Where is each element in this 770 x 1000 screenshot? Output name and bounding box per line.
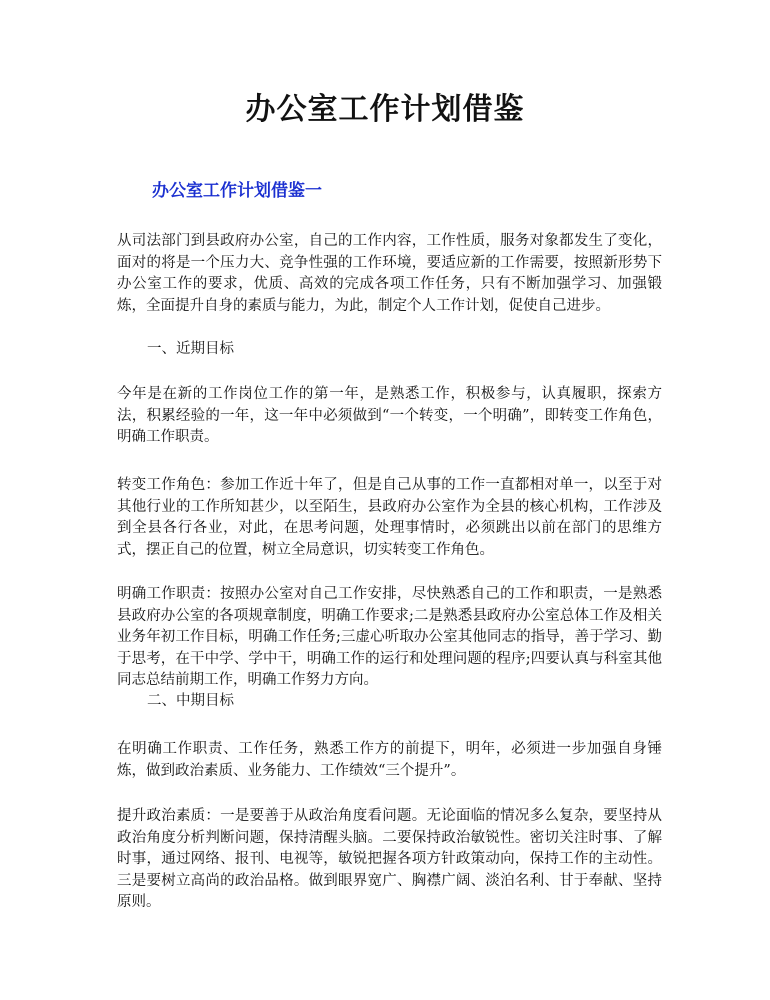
section-heading-near-term: 一、近期目标 xyxy=(147,341,234,357)
paragraph-duties: 明确工作职责：按照办公室对自己工作安排，尽快熟悉自己的工作和职责，一是熟悉县政府办公室的各项规章制度，明确工作要求;二是熟悉县政府办公室总体工作及相关业务年初工作目标，明确工作任务;三虚心听取办公室其他同志的指导，善于学习、勤于思考，在干中学、学中干，明确工作的运行和处理问题的程序;四要认真与科室其他同志总结前期工作，明确工作努力方向。 xyxy=(117,586,662,688)
paragraph-three-improvements: 在明确工作职责、工作任务，熟悉工作方的前提下，明年，必须进一步加强自身锤炼，做到政治素质、业务能力、工作绩效“三个提升”。 xyxy=(117,741,662,779)
section-heading-mid-term: 二、中期目标 xyxy=(147,693,234,709)
intro-paragraph: 从司法部门到县政府办公室，自己的工作内容，工作性质，服务对象都发生了变化，面对的将是一个压力大、竞争性强的工作环境，要适应新的工作需要，按照新形势下办公室工作的要求，优质、高效的完成各项工作任务，只有不断加强学习、加强锻炼，全面提升自身的素质与能力，为此，制定个人工作计划，促使自己进步。 xyxy=(117,233,662,314)
paragraph-role-change: 转变工作角色：参加工作近十年了，但是自己从事的工作一直都相对单一，以至于对其他行业的工作所知甚少，以至陌生，县政府办公室作为全县的核心机构，工作涉及到全县各行各业，对此，在思考问题，处理事情时，必须跳出以前在部门的思维方式，摆正自己的位置，树立全局意识，切实转变工作角色。 xyxy=(117,477,662,558)
paragraph-first-year: 今年是在新的工作岗位工作的第一年，是熟悉工作，积极参与，认真履职，探索方法，积累经验的一年，这一年中必须做到“一个转变，一个明确”，即转变工作角色，明确工作职责。 xyxy=(117,386,662,445)
paragraph-political-quality: 提升政治素质：一是要善于从政治角度看问题。无论面临的情况多么复杂，要坚持从政治角度分析判断问题，保持清醒头脑。二要保持政治敏锐性。密切关注时事、了解时事，通过网络、报刊、电视等，敏锐把握各项方针政策动向，保持工作的主动性。三是要树立高尚的政治品格。做到眼界宽广、胸襟广阔、淡泊名利、甘于奉献、坚持原则。 xyxy=(117,808,662,910)
document-title: 办公室工作计划借鉴 xyxy=(245,92,525,127)
document-subtitle: 办公室工作计划借鉴一 xyxy=(152,181,322,201)
